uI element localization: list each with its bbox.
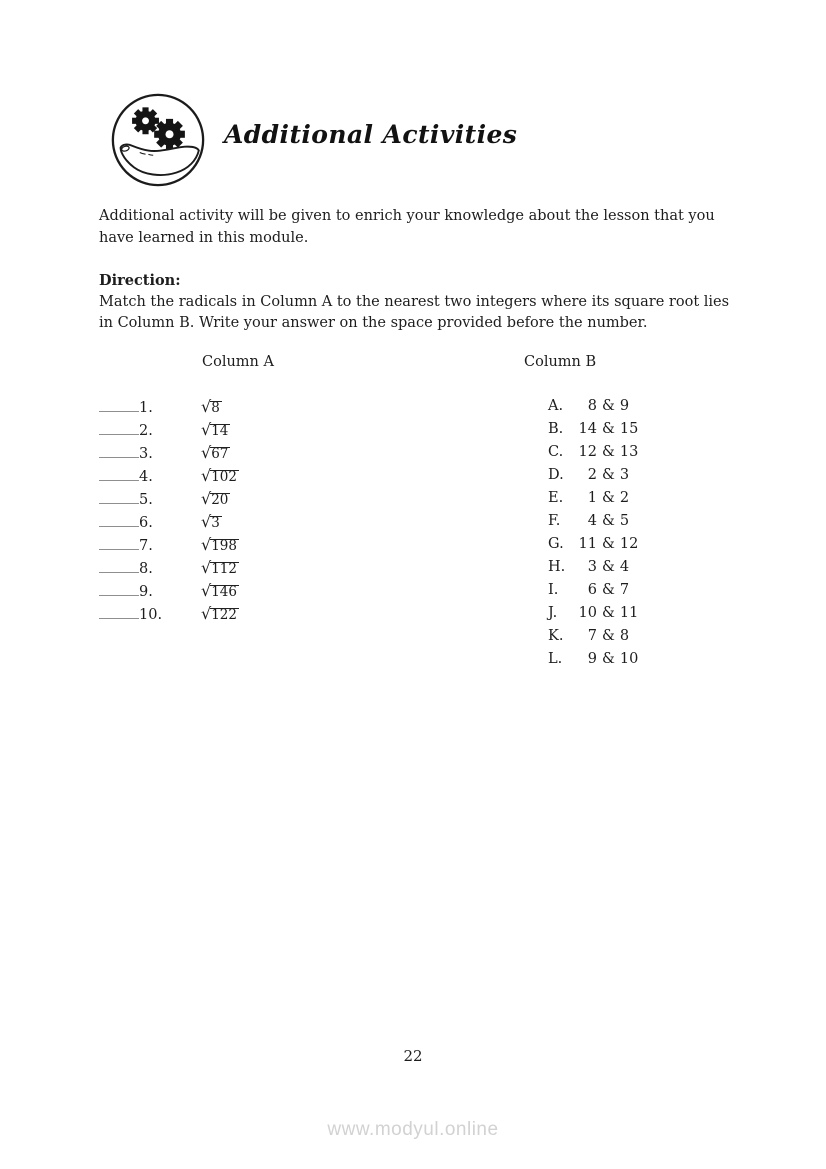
direction-text: Match the radicals in Column A to the nearest two integers where its square root lies in Column B. Write your answer on the space provided before the number. (99, 293, 730, 331)
column-a-row (99, 602, 239, 625)
radical (201, 489, 230, 508)
ampersand: & (602, 605, 615, 621)
option-low: 2 (587, 467, 597, 483)
answer-blank (99, 557, 139, 573)
option-low: 3 (587, 559, 597, 575)
option-letter: G. (548, 536, 564, 552)
answer-blank (99, 534, 139, 550)
direction-label: Direction: (99, 272, 181, 289)
ampersand: & (602, 582, 615, 598)
column-a-row (99, 464, 239, 487)
answer-blank (99, 465, 139, 481)
item-number: 4. (139, 469, 153, 485)
option-low: 7 (587, 628, 597, 644)
radical-sign: √ (201, 558, 212, 577)
radicand: 102 (211, 469, 237, 485)
column-b-row (548, 487, 638, 510)
ampersand: & (602, 490, 615, 506)
radical (201, 558, 239, 577)
radical-sign: √ (201, 420, 212, 439)
option-letter: E. (548, 490, 564, 506)
option-letter: J. (548, 605, 558, 621)
direction-block (99, 270, 739, 335)
column-b-row (548, 602, 638, 625)
radical (201, 443, 230, 462)
section-title: Additional Activities (224, 120, 518, 149)
column-b-row (548, 579, 638, 602)
option-letter: D. (548, 467, 564, 483)
radical (201, 512, 222, 531)
radical (201, 535, 239, 554)
watermark: www.modyul.online (327, 1119, 499, 1140)
radicand: 146 (211, 584, 237, 600)
option-low: 8 (587, 398, 597, 414)
hand-with-gears-icon (110, 92, 206, 188)
item-number: 5. (139, 492, 153, 508)
radicand: 198 (211, 538, 237, 554)
column-a-header: Column A (202, 354, 274, 370)
option-high: 9 (619, 398, 630, 414)
column-a-row (99, 395, 239, 418)
option-high: 3 (619, 467, 630, 483)
option-low: 1 (587, 490, 597, 506)
radical-sign: √ (201, 604, 212, 623)
radicand: 8 (211, 400, 220, 416)
option-letter: A. (548, 398, 564, 414)
ampersand: & (602, 559, 615, 575)
radical (201, 466, 239, 485)
radical-sign: √ (201, 397, 212, 416)
option-low: 10 (578, 605, 597, 621)
answer-blank (99, 419, 139, 435)
ampersand: & (602, 421, 615, 437)
answer-blank (99, 603, 139, 619)
answer-blank (99, 488, 139, 504)
option-letter: H. (548, 559, 566, 575)
item-number: 3. (139, 446, 153, 462)
radicand: 122 (211, 607, 237, 623)
option-low: 9 (587, 651, 597, 667)
radicand: 20 (211, 492, 229, 508)
column-b-row (548, 464, 638, 487)
option-letter: B. (548, 421, 564, 437)
column-b-row (548, 510, 638, 533)
radical-sign: √ (201, 535, 212, 554)
option-low: 4 (587, 513, 597, 529)
option-high: 11 (619, 605, 639, 621)
option-high: 13 (619, 444, 639, 460)
radical (201, 604, 239, 623)
radicand: 14 (211, 423, 229, 439)
option-high: 2 (619, 490, 630, 506)
radical-sign: √ (201, 489, 212, 508)
column-a-row (99, 487, 239, 510)
option-letter: K. (548, 628, 564, 644)
item-number: 2. (139, 423, 153, 439)
option-low: 6 (587, 582, 597, 598)
column-a-row (99, 510, 239, 533)
option-low: 14 (578, 421, 597, 437)
column-b-row (548, 395, 638, 418)
radical-sign: √ (201, 443, 212, 462)
radicand: 3 (211, 515, 220, 531)
radicand: 112 (211, 561, 237, 577)
item-number: 8. (139, 561, 153, 577)
column-b-row (548, 533, 638, 556)
radical-sign: √ (201, 466, 212, 485)
column-b-row (548, 418, 638, 441)
option-letter: F. (548, 513, 561, 529)
ampersand: & (602, 651, 615, 667)
column-b-row (548, 556, 638, 579)
ampersand: & (602, 467, 615, 483)
ampersand: & (602, 513, 615, 529)
option-letter: C. (548, 444, 564, 460)
column-a-row (99, 418, 239, 441)
item-number: 6. (139, 515, 153, 531)
option-low: 12 (578, 444, 597, 460)
column-a-row (99, 556, 239, 579)
answer-blank (99, 396, 139, 412)
option-high: 4 (619, 559, 630, 575)
radical-sign: √ (201, 581, 212, 600)
answer-blank (99, 511, 139, 527)
column-b-header: Column B (524, 354, 597, 370)
column-a-row (99, 579, 239, 602)
column-a-list (99, 395, 239, 625)
column-b-row (548, 441, 638, 464)
column-b-row (548, 625, 638, 648)
radical-sign: √ (201, 512, 212, 531)
answer-blank (99, 442, 139, 458)
answer-blank (99, 580, 139, 596)
option-high: 5 (619, 513, 630, 529)
ampersand: & (602, 444, 615, 460)
intro-paragraph: Additional activity will be given to enrich your knowledge about the lesson that you have learned in this module. (99, 208, 715, 246)
option-high: 10 (619, 651, 639, 667)
radicand: 67 (211, 446, 229, 462)
option-high: 12 (619, 536, 639, 552)
radical (201, 420, 230, 439)
option-high: 7 (619, 582, 630, 598)
option-high: 15 (619, 421, 639, 437)
option-high: 8 (619, 628, 630, 644)
item-number: 1. (139, 400, 153, 416)
option-letter: L. (548, 651, 563, 667)
page-number: 22 (403, 1047, 423, 1065)
item-number: 7. (139, 538, 153, 554)
item-number: 9. (139, 584, 153, 600)
option-low: 11 (578, 536, 597, 552)
column-a-row (99, 533, 239, 556)
radical (201, 581, 239, 600)
radical (201, 397, 222, 416)
column-a-row (99, 441, 239, 464)
item-number: 10. (139, 607, 163, 623)
option-letter: I. (548, 582, 559, 598)
ampersand: & (602, 398, 615, 414)
column-b-list (548, 395, 638, 671)
column-b-row (548, 648, 638, 671)
ampersand: & (602, 536, 615, 552)
ampersand: & (602, 628, 615, 644)
